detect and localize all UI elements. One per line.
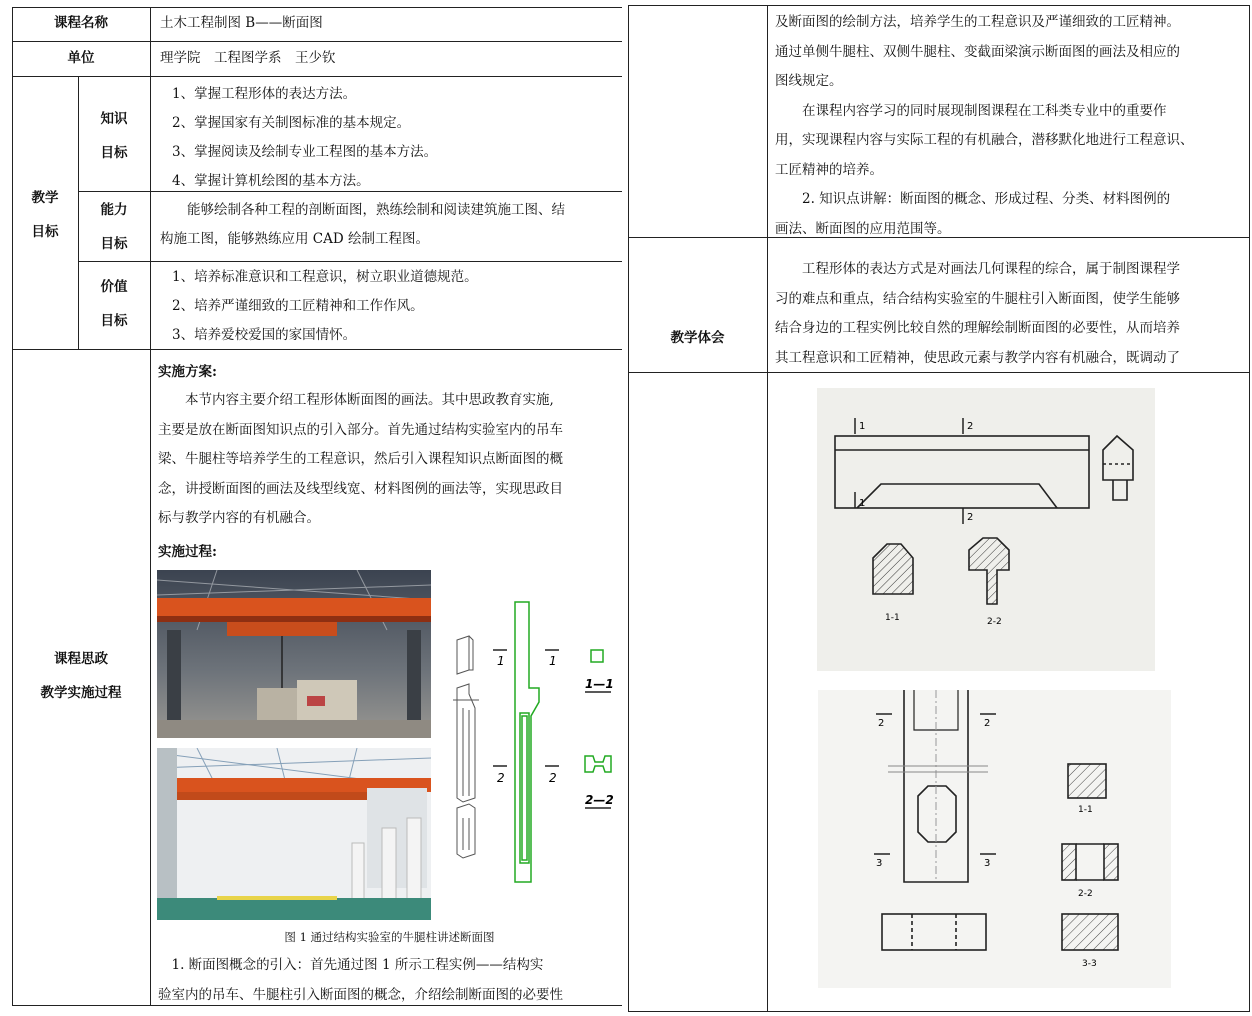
ability-text: [160, 196, 622, 254]
continued-text: [775, 8, 1243, 244]
ability-label-line1: 能力: [100, 202, 128, 218]
sketch-label: 1: [859, 498, 866, 509]
sketch-label: 1: [859, 421, 866, 432]
figure-caption: 图 1 通过结构实验室的牛腿柱讲述断面图: [284, 930, 495, 944]
reflection-line: 其工程意识和工匠精神，使思政元素与教学内容有机融合，既调动了: [775, 349, 1180, 366]
knowledge-item: 1、掌握工程形体的表达方法。: [172, 86, 357, 102]
value-label: [78, 270, 150, 338]
section-label: 2: [549, 771, 557, 785]
knowledge-list: [172, 80, 612, 196]
knowledge-label-line1: 知识: [100, 111, 128, 127]
intro-line: 验室内的吊车、牛腿柱引入断面图的概念，介绍绘制断面图的必要性: [158, 986, 563, 1003]
plan-line: 本节内容主要介绍工程形体断面图的画法。其中思政教育实施,: [158, 392, 554, 408]
continued-line: 画法、断面图的应用范围等。: [775, 220, 951, 237]
crane-photo-1: [157, 570, 431, 738]
hand-sketch-1: [817, 388, 1155, 671]
plan-line: 标与教学内容的有机融合。: [158, 510, 320, 526]
reflection-line: 结合身边的工程实例比较自然的理解绘制断面图的必要性，从而培养: [775, 320, 1180, 336]
continued-line: 及断面图的绘制方法，培养学生的工程意识及严谨细致的工匠精神。: [775, 14, 1180, 30]
hand-sketch-2: [818, 690, 1171, 988]
goals-label: [12, 181, 78, 249]
intro-line: 1. 断面图概念的引入：首先通过图 1 所示工程实例——结构实: [158, 957, 544, 973]
knowledge-label-line2: 目标: [100, 145, 128, 161]
knowledge-item: 3、掌握阅读及绘制专业工程图的基本方法。: [172, 144, 438, 160]
sketch-label: 2-2: [1078, 889, 1093, 899]
knowledge-item: 4、掌握计算机绘图的基本方法。: [172, 173, 370, 189]
section-label: 1: [497, 654, 505, 668]
sketch-label: 3-3: [1082, 959, 1097, 969]
sketch-label: 2-2: [987, 617, 1002, 627]
course-name-value: 土木工程制图 B——断面图: [160, 15, 323, 31]
intro-text: [158, 951, 620, 1010]
continued-line: 工匠精神的培养。: [775, 161, 883, 178]
knowledge-item: 2、掌握国家有关制图标准的基本规定。: [172, 115, 411, 131]
sketch-label: 2: [878, 718, 885, 729]
plan-text: [158, 386, 620, 534]
course-name-label: 课程名称: [54, 15, 108, 31]
sketch-label: 2: [984, 718, 991, 729]
continued-line: 通过单侧牛腿柱、双侧牛腿柱、变截面梁演示断面图的画法及相应的: [775, 43, 1180, 60]
sketch-label: 1-1: [885, 613, 900, 623]
section-label: 1: [549, 654, 557, 668]
continued-line: 图线规定。: [775, 73, 843, 89]
process-heading: 实施过程:: [158, 544, 217, 560]
value-list: [172, 263, 612, 350]
ability-line: 构施工图，能够熟练应用 CAD 绘制工程图。: [160, 231, 429, 247]
process-label: [12, 642, 150, 710]
unit-label: 单位: [67, 50, 95, 66]
section-tag: 1—1: [585, 677, 614, 691]
plan-line: 主要是放在断面图知识点的引入部分。首先通过结构实验室内的吊车: [158, 421, 563, 438]
value-item: 2、培养严谨细致的工匠精神和工作作风。: [172, 298, 424, 314]
continued-line: 在课程内容学习的同时展现制图课程在工科类专业中的重要作: [775, 102, 1167, 119]
reflection-line: 工程形体的表达方式是对画法几何课程的综合，属于制图课程学: [775, 261, 1180, 277]
value-label-line1: 价值: [100, 279, 128, 295]
reflection-text: [775, 255, 1243, 373]
sketch-label: 2: [967, 512, 974, 523]
sketch-label: 3: [984, 858, 991, 869]
value-item: 3、培养爱校爱国的家国情怀。: [172, 327, 357, 343]
reflection-line: 习的难点和重点，结合结构实验室的牛腿柱引入断面图，使学生能够: [775, 290, 1180, 307]
reflection-label: 教学体会: [670, 330, 725, 346]
value-item: 1、培养标准意识和工程意识，树立职业道德规范。: [172, 269, 478, 285]
section-label: 2: [497, 771, 505, 785]
crane-photo-2: [157, 748, 431, 920]
sketch-label: 2: [967, 421, 974, 432]
plan-heading: 实施方案:: [158, 364, 217, 380]
process-label-line1: 课程思政: [54, 651, 108, 667]
goals-label-line1: 教学: [31, 190, 59, 206]
plan-line: 梁、牛腿柱等培养学生的工程意识，然后引入课程知识点断面图的概: [158, 451, 563, 467]
process-label-line2: 教学实施过程: [40, 685, 122, 701]
ability-label: [78, 193, 150, 261]
plan-line: 念，讲授断面图的画法及线型线宽、材料图例的画法等，实现思政目: [158, 480, 563, 497]
sketch-label: 1-1: [1078, 805, 1093, 815]
corbel-column-diagram: [445, 598, 620, 888]
ability-line: 能够绘制各种工程的剖断面图，熟练绘制和阅读建筑施工图、结: [160, 202, 565, 218]
goals-label-line2: 目标: [31, 224, 59, 240]
value-label-line2: 目标: [100, 313, 128, 329]
unit-value: 理学院 工程图学系 王少钦: [160, 50, 336, 66]
continued-line: 用，实现课程内容与实际工程的有机融合，潜移默化地进行工程意识、: [775, 132, 1194, 148]
ability-label-line2: 目标: [100, 236, 128, 252]
continued-line: 2. 知识点讲解：断面图的概念、形成过程、分类、材料图例的: [775, 191, 1171, 207]
knowledge-label: [78, 102, 150, 170]
sketch-label: 3: [876, 858, 883, 869]
section-tag: 2—2: [585, 793, 614, 807]
